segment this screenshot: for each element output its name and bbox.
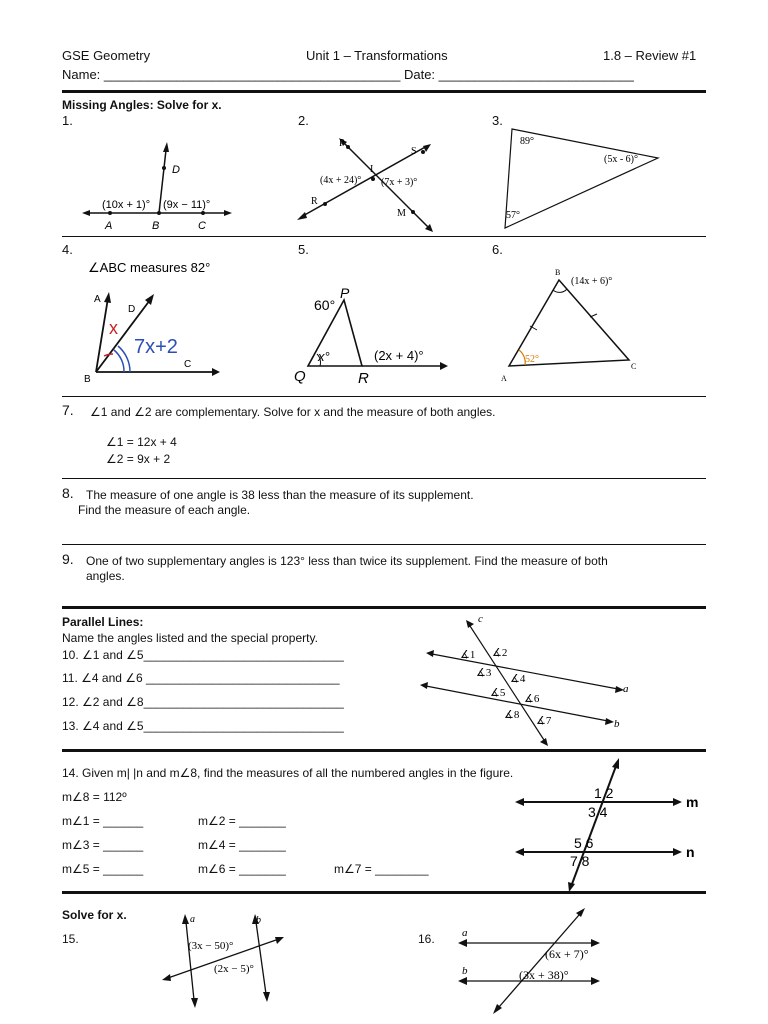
figure-parallel-lines [418, 612, 643, 747]
label-B: B [84, 374, 91, 385]
problem-14-prompt: 14. Given m| |n and m∠8, find the measures of all the numbered angles in the figure. [62, 766, 514, 780]
label-R: R [358, 370, 369, 387]
caption: ∠ABC measures 82° [88, 260, 211, 275]
line-label-a: a [623, 683, 629, 695]
angle-right-expr: (7x + 3)° [381, 177, 418, 188]
angle-lower-expr: (3x + 38)° [519, 968, 569, 982]
problem-7-eq1: ∠1 = 12x + 4 [106, 435, 177, 449]
angle-x: x [109, 318, 118, 338]
blank-m4[interactable]: m∠4 = _______ [198, 838, 286, 852]
angles-1-2: 1 2 [594, 785, 614, 801]
line-label-b: b [614, 718, 620, 730]
line-label-c: c [478, 613, 483, 625]
angle-expr: 7x+2 [134, 336, 178, 358]
problem-7-number: 7. [62, 402, 74, 418]
line-label-n: n [686, 844, 695, 860]
angle-left-expr: (4x + 24)° [320, 175, 362, 186]
angle-right: (5x - 6)° [604, 154, 638, 165]
angle-left-expr: (3x − 50)° [188, 940, 234, 952]
blank-m7[interactable]: m∠7 = ________ [334, 862, 429, 876]
angle-label-8: ∡8 [504, 709, 520, 721]
figure-problem-16 [455, 905, 615, 1017]
divider [62, 90, 706, 93]
section-heading-solve: Solve for x. [62, 908, 127, 922]
angles-3-4: 3 4 [588, 804, 608, 820]
line-label-a: a [190, 914, 195, 925]
label-P: P [339, 138, 345, 149]
name-blank[interactable]: _________________________________________ [103, 67, 401, 82]
label-D: D [128, 304, 136, 315]
divider [62, 236, 706, 237]
label-A: A [94, 294, 101, 305]
label-B: B [152, 220, 160, 232]
divider [62, 606, 706, 609]
line-label-b: b [462, 965, 468, 977]
angle-label-3: ∡3 [476, 667, 492, 679]
unit-title: Unit 1 – Transformations [306, 48, 448, 63]
course-title: GSE Geometry [62, 48, 151, 63]
figure-problem-14 [510, 756, 710, 894]
label-M: M [397, 208, 406, 219]
line-label-m: m [686, 794, 699, 810]
angle-right-expr: (9x − 11)° [163, 199, 211, 211]
angle-label-4: ∡4 [510, 673, 526, 685]
problem-16-number: 16. [418, 932, 435, 946]
label-C: C [198, 220, 206, 232]
angle-x: x° [318, 349, 330, 364]
problem-4-number: 4. [62, 242, 73, 257]
label-P: P [340, 285, 350, 301]
problem-10[interactable]: 10. ∠1 and ∠5______________________________ [62, 648, 344, 662]
problem-2-number: 2. [298, 113, 309, 128]
name-line [62, 67, 634, 82]
figure-problem-2 [295, 132, 445, 237]
problem-8-line2: Find the measure of each angle. [78, 503, 251, 517]
figure-problem-4 [82, 256, 232, 388]
angle-base: 52° [525, 354, 539, 365]
problem-5-number: 5. [298, 242, 309, 257]
angle-label-2: ∡2 [492, 647, 508, 659]
label-D: D [172, 164, 180, 176]
problem-15-number: 15. [62, 932, 79, 946]
divider [62, 891, 706, 894]
label-C: C [184, 359, 192, 370]
angles-7-8: 7 8 [570, 853, 590, 869]
figure-problem-5 [292, 282, 457, 388]
section-heading-missing-angles: Missing Angles: Solve for x. [62, 98, 222, 112]
date-label: Date: [403, 67, 439, 82]
angle-label-1: ∡1 [460, 649, 476, 661]
problem-1-number: 1. [62, 113, 73, 128]
problem-8-line1: The measure of one angle is 38 less than the measure of its supplement. [86, 488, 474, 502]
angle-left-expr: (10x + 1)° [102, 199, 151, 211]
angle-bottom: 57° [506, 210, 520, 221]
problem-7-eq2: ∠2 = 9x + 2 [106, 452, 171, 466]
blank-m2[interactable]: m∠2 = _______ [198, 814, 286, 828]
angle-label-7: ∡7 [536, 715, 552, 727]
problem-12[interactable]: 12. ∠2 and ∠8______________________________ [62, 695, 344, 709]
label-R: R [311, 196, 318, 207]
angle-top: (14x + 6)° [571, 276, 613, 287]
label-Q: Q [294, 368, 306, 385]
section-heading-parallel-lines: Parallel Lines: [62, 615, 144, 629]
problem-8-number: 8. [62, 485, 74, 501]
label-B: B [555, 268, 561, 277]
divider [62, 478, 706, 479]
name-label: Name: [62, 67, 104, 82]
label-A: A [501, 374, 507, 383]
angle-top: 60° [314, 297, 336, 313]
figure-problem-3 [500, 125, 670, 235]
angle-right-expr: (2x − 5)° [214, 963, 254, 975]
problem-11[interactable]: 11. ∠4 and ∠6 _____________________________ [62, 671, 340, 685]
blank-m1[interactable]: m∠1 = ______ [62, 814, 144, 828]
angle-upper-expr: (6x + 7)° [545, 947, 589, 961]
angles-5-6: 5 6 [574, 835, 594, 851]
problem-9-number: 9. [62, 551, 74, 567]
blank-m6[interactable]: m∠6 = _______ [198, 862, 286, 876]
problem-6-number: 6. [492, 242, 503, 257]
figure-problem-6 [497, 262, 657, 387]
parallel-instructions: Name the angles listed and the special property. [62, 631, 318, 645]
review-title: 1.8 – Review #1 [603, 48, 697, 63]
label-C: C [631, 362, 637, 371]
label-I: I [370, 164, 374, 175]
label-S: S [411, 146, 417, 157]
date-blank[interactable]: ___________________________ [438, 67, 634, 82]
problem-3-number: 3. [492, 113, 503, 128]
problem-9-line1: One of two supplementary angles is 123° less than twice its supplement. Find the measure of both [86, 554, 608, 568]
figure-problem-1 [80, 140, 240, 235]
problem-9-line2: angles. [86, 569, 125, 583]
problem-13[interactable]: 13. ∠4 and ∠5______________________________ [62, 719, 344, 733]
problem-7-text: ∠1 and ∠2 are complementary. Solve for x and the measure of both angles. [90, 405, 496, 419]
label-A: A [105, 220, 113, 232]
angle-exterior: (2x + 4)° [374, 348, 424, 363]
blank-m3[interactable]: m∠3 = ______ [62, 838, 144, 852]
figure-problem-15 [158, 912, 293, 1012]
line-label-a: a [462, 927, 468, 939]
blank-m5[interactable]: m∠5 = ______ [62, 862, 144, 876]
angle-top: 89° [520, 136, 534, 147]
angle-label-5: ∡5 [490, 687, 506, 699]
angle-label-6: ∡6 [524, 693, 540, 705]
divider [62, 544, 706, 545]
problem-14-given: m∠8 = 112º [62, 790, 127, 804]
line-label-b: b [256, 915, 261, 926]
divider [62, 396, 706, 397]
divider [62, 749, 706, 752]
